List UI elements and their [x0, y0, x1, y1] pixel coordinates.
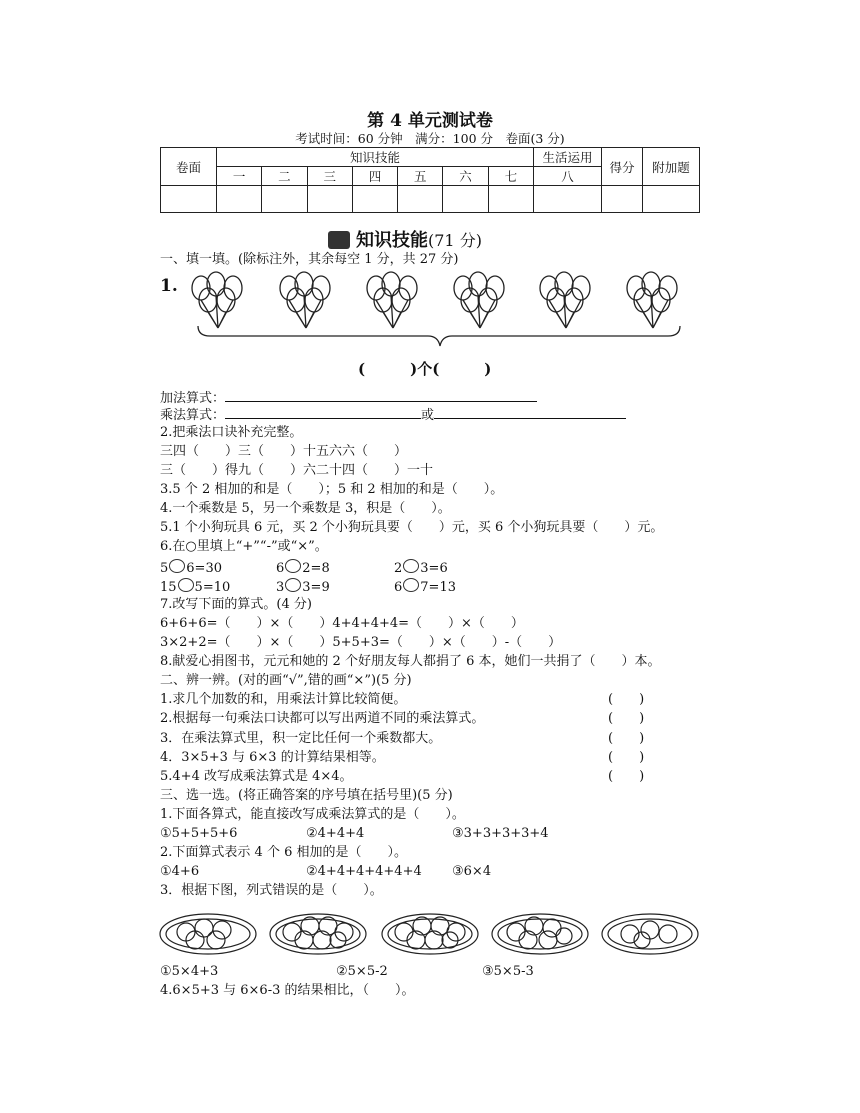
circle-blank: [403, 578, 419, 592]
col-fujia: 附加题: [643, 148, 700, 186]
multiplication-answer-blank-2[interactable]: [434, 406, 626, 419]
col-shenghuo: 生活运用: [534, 148, 602, 167]
balloon-group-icon: [454, 272, 504, 328]
choice-option: ③5×5-3: [482, 964, 534, 979]
col-2: 二: [262, 167, 307, 186]
col-4: 四: [352, 167, 397, 186]
circle-blank: [403, 559, 419, 573]
choice-q2[interactable]: 2.下面算式表示 4 个 6 相加的是（ ）。: [160, 845, 407, 860]
or-label: 或: [421, 408, 435, 423]
section-header: [328, 226, 482, 252]
score-cell[interactable]: [534, 186, 602, 213]
judge-bracket[interactable]: ( ): [608, 731, 645, 746]
q3[interactable]: 3.5 个 2 相加的和是（ ）；5 和 2 相加的和是（ ）。: [160, 482, 504, 497]
choice-q4[interactable]: 4.6×5+3 与 6×6-3 的结果相比，（ ）。: [160, 983, 415, 998]
q7: 7.改写下面的算式。(4 分): [160, 597, 312, 612]
q6-item[interactable]: 15 5=10: [160, 580, 231, 595]
circle-blank: [178, 578, 194, 592]
q5[interactable]: 5.1 个小狗玩具 6 元，买 2 个小狗玩具要（ ）元，买 6 个小狗玩具要（ ）元。: [160, 520, 664, 535]
col-1: 一: [217, 167, 262, 186]
q6-item[interactable]: 3 3=9: [276, 580, 330, 595]
part2-heading: 二、辨一辨。(对的画“√”,错的画“×”)(5 分): [160, 673, 412, 688]
brace-icon: [198, 326, 680, 346]
multiplication-label: 乘法算式：: [160, 408, 226, 423]
choice-option: ②5×5-2: [336, 964, 388, 979]
choice-q3[interactable]: 3．根据下图，列式错误的是（ ）。: [160, 883, 383, 898]
judge-item-1: 1.求几个加数的和，用乘法计算比较简便。: [160, 692, 407, 707]
score-cell[interactable]: [643, 186, 700, 213]
q2-line1[interactable]: 三四（ ）三（ ）十五六六（ ）: [160, 444, 408, 459]
addition-line: [160, 389, 537, 407]
plate-icon: [382, 914, 478, 954]
col-5: 五: [398, 167, 443, 186]
part1-heading: 一、填一填。(除标注外，其余每空 1 分，共 27 分): [160, 252, 459, 267]
page-title: 第 4 单元测试卷: [367, 111, 493, 131]
choice-option: ①5×4+3: [160, 964, 219, 979]
score-cell[interactable]: [262, 186, 307, 213]
choice-option: ①5+5+5+6: [160, 826, 238, 841]
choice-option: ③6×4: [452, 864, 492, 879]
section-label: 知识技能: [356, 230, 428, 251]
q7-line2[interactable]: 3×2+2=（ ）×（ ）5+5+3=（ ）×（ ）-（ ）: [160, 635, 562, 650]
balloon-group-icon: [367, 272, 417, 328]
col-7: 七: [488, 167, 533, 186]
score-cell[interactable]: [602, 186, 643, 213]
choice-option: ③3+3+3+3+4: [452, 826, 549, 841]
score-cell[interactable]: [161, 186, 217, 213]
circle-blank: [169, 559, 185, 573]
judge-item-4: 4．3×5+3 与 6×3 的计算结果相等。: [160, 750, 385, 765]
q1-answer-line: ( )个( ): [358, 360, 492, 378]
balloons-figure: [190, 270, 690, 348]
col-defen: 得分: [602, 148, 643, 186]
q6: 6.在○里填上“+”“-”或“×”。: [160, 539, 328, 554]
judge-item-5: 5.4+4 改写成乘法算式是 4×4。: [160, 769, 353, 784]
multiplication-line: [160, 406, 626, 424]
multiplication-answer-blank-1[interactable]: [225, 406, 421, 419]
balloon-group-icon: [192, 272, 242, 328]
addition-label: 加法算式：: [160, 391, 226, 406]
balloon-group-icon: [280, 272, 330, 328]
circle-blank: [285, 578, 301, 592]
col-zhishi: 知识技能: [217, 148, 534, 167]
q6-item[interactable]: 6 2=8: [276, 561, 330, 576]
choice-q1[interactable]: 1.下面各算式，能直接改写成乘法算式的是（ ）。: [160, 807, 465, 822]
choice-option: ②4+4+4+4+4+4: [306, 864, 422, 879]
choice-option: ①4+6: [160, 864, 200, 879]
col-juanmian: 卷面: [161, 148, 217, 186]
judge-bracket[interactable]: ( ): [608, 711, 645, 726]
balloon-group-icon: [540, 272, 590, 328]
score-cell[interactable]: [398, 186, 443, 213]
choice-option: ②4+4+4: [306, 826, 365, 841]
plate-icon: [270, 914, 366, 954]
judge-bracket[interactable]: ( ): [608, 769, 645, 784]
q2-line2[interactable]: 三（ ）得九（ ）六二十四（ ）一十: [160, 463, 434, 478]
col-6: 六: [443, 167, 488, 186]
q8[interactable]: 8.献爱心捐图书，元元和她的 2 个好朋友每人都捐了 6 本，她们一共捐了（ ）本。: [160, 654, 661, 669]
q6-item[interactable]: 6 7=13: [394, 580, 456, 595]
judge-item-3: 3．在乘法算式里，积一定比任何一个乘数都大。: [160, 731, 442, 746]
judge-bracket[interactable]: ( ): [608, 750, 645, 765]
q6-item[interactable]: 2 3=6: [394, 561, 448, 576]
q7-line1[interactable]: 6+6+6=（ ）×（ ）4+4+4+4=（ ）×（ ）: [160, 616, 524, 631]
judge-bracket[interactable]: ( ): [608, 692, 645, 707]
balloon-group-icon: [627, 272, 677, 328]
score-cell[interactable]: [488, 186, 533, 213]
plates-figure: [158, 904, 718, 960]
q4[interactable]: 4.一个乘数是 5，另一个乘数是 3，积是（ ）。: [160, 501, 451, 516]
exam-info: 考试时间：60 分钟 满分：100 分 卷面(3 分): [295, 131, 565, 146]
q1-number: 1.: [160, 276, 178, 296]
addition-answer-blank[interactable]: [225, 389, 537, 402]
judge-item-2: 2.根据每一句乘法口诀都可以写出两道不同的乘法算式。: [160, 711, 485, 726]
section-icon: [328, 231, 350, 249]
circle-blank: [285, 559, 301, 573]
plate-icon: [602, 914, 698, 954]
col-3: 三: [307, 167, 352, 186]
q2: 2.把乘法口诀补充完整。: [160, 425, 303, 440]
score-cell[interactable]: [217, 186, 262, 213]
score-cell[interactable]: [443, 186, 488, 213]
plate-icon: [492, 914, 588, 954]
plate-icon: [160, 914, 256, 954]
score-table: [160, 147, 700, 213]
q6-item[interactable]: 5 6=30: [160, 561, 222, 576]
score-cell[interactable]: [307, 186, 352, 213]
col-8: 八: [534, 167, 602, 186]
part3-heading: 三、选一选。(将正确答案的序号填在括号里)(5 分): [160, 788, 453, 803]
section-points: (71 分): [428, 231, 482, 250]
score-cell[interactable]: [352, 186, 397, 213]
